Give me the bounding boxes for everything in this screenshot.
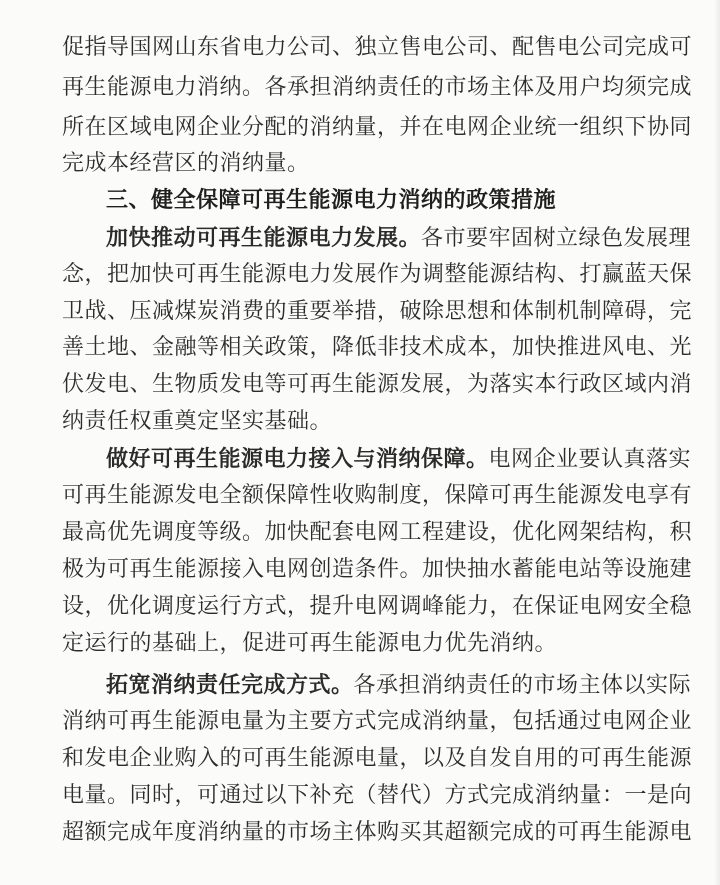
text-line: 完成本经营区的消纳量。 — [62, 151, 310, 176]
text-line: 设，优化调度运行方式，提升电网调峰能力，在保证电网安全稳 — [62, 594, 693, 619]
paragraph-first-line — [106, 667, 692, 703]
section-heading: 三、健全保障可再生能源电力消纳的政策措施 — [106, 188, 557, 213]
paragraph-lead: 做好可再生能源电力接入与消纳保障。 — [106, 446, 489, 472]
text-line: 卫战、压减煤炭消费的重要举措，破除思想和体制机制障碍，完 — [62, 299, 693, 324]
text-line: 再生能源电力消纳。各承担消纳责任的市场主体及用户均须完成 — [62, 75, 693, 100]
paragraph-first-line — [106, 441, 692, 477]
text-line: 促指导国网山东省电力公司、独立售电公司、配售电公司完成可 — [62, 35, 693, 60]
paragraph-first-line — [106, 220, 692, 256]
text-line: 消纳可再生能源电量为主要方式完成消纳量，包括通过电网企业 — [62, 709, 693, 734]
text-line: 电量。同时，可通过以下补充（替代）方式完成消纳量：一是向 — [62, 783, 693, 808]
scan-shadow — [714, 0, 720, 885]
paragraph-text: 电网企业要认真落实 — [488, 447, 692, 472]
paragraph-text: 各市要牢固树立绿色发展理 — [421, 226, 692, 251]
text-line: 念，把加快可再生能源电力发展作为调整能源结构、打赢蓝天保 — [62, 262, 693, 287]
text-line: 极为可再生能源接入电网创造条件。加快抽水蓄能电站等设施建 — [62, 557, 693, 582]
paragraph-lead: 加快推动可再生能源电力发展。 — [106, 225, 422, 251]
text-line: 可再生能源发电全额保障性收购制度，保障可再生能源发电享有 — [62, 483, 693, 508]
text-line: 定运行的基础上，促进可再生能源电力优先消纳。 — [62, 631, 558, 656]
paragraph-text: 各承担消纳责任的市场主体以实际 — [353, 673, 692, 698]
text-line: 所在区域电网企业分配的消纳量，并在电网企业统一组织下协同 — [62, 115, 693, 140]
text-line: 超额完成年度消纳量的市场主体购买其超额完成的可再生能源电 — [62, 820, 693, 845]
text-line: 伏发电、生物质发电等可再生能源发展，为落实本行政区域内消 — [62, 372, 693, 397]
text-line: 和发电企业购入的可再生能源电量，以及自发自用的可再生能源 — [62, 746, 693, 771]
paragraph-lead: 拓宽消纳责任完成方式。 — [106, 672, 354, 698]
text-line: 善土地、金融等相关政策，降低非技术成本，加快推进风电、光 — [62, 335, 693, 360]
text-line: 纳责任权重奠定坚实基础。 — [62, 409, 333, 434]
text-line: 最高优先调度等级。加快配套电网工程建设，优化网架结构，积 — [62, 520, 693, 545]
